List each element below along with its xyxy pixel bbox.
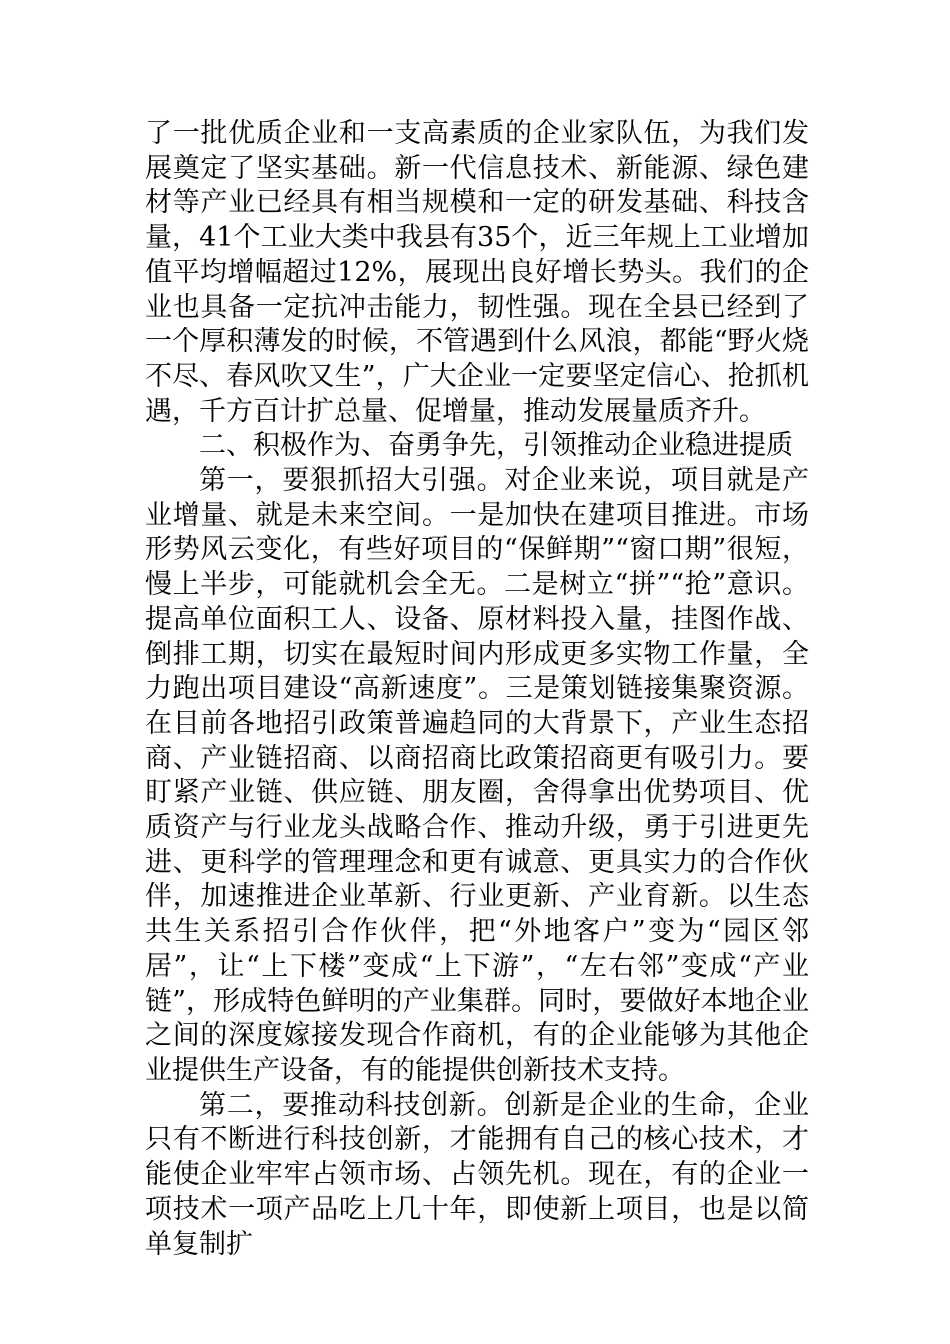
paragraph-innovation: 第二，要推动科技创新。创新是企业的生命，企业只有不断进行科技创新，才能拥有自己的核心技术，才能使企业牢牢占领市场、占领先机。现在，有的企业一项技术一项产品吃上几十年，即使新上项目，也是以简单复制扩 (145, 1089, 809, 1260)
paragraph-investment: 第一，要狠抓招大引强。对企业来说，项目就是产业增量、就是未来空间。一是加快在建项目推进。市场形势风云变化，有些好项目的“保鲜期”“窗口期”很短，慢上半步，可能就机会全无。二是树立“拼”“抢”意识。提高单位面积工人、设备、原材料投入量，挂图作战、倒排工期，切实在最短时间内形成更多实物工作量，全力跑出项目建设“高新速度”。三是策划链接集聚资源。在目前各地招引政策普遍趋同的大背景下，产业生态招商、产业链招商、以商招商比政策招商更有吸引力。要盯紧产业链、供应链、朋友圈，舍得拿出优势项目、优质资产与行业龙头战略合作、推动升级，勇于引进更先进、更科学的管理理念和更有诚意、更具实力的合作伙伴，加速推进企业革新、行业更新、产业育新。以生态共生关系招引合作伙伴，把“外地客户”变为“园区邻居”，让“上下楼”变成“上下游”，“左右邻”变成“产业链”，形成特色鲜明的产业集群。同时，要做好本地企业之间的深度嫁接发现合作商机，有的企业能够为其他企业提供生产设备，有的能提供创新技术支持。 (145, 465, 809, 1086)
section-heading: 二、积极作为、奋勇争先，引领推动企业稳进提质 (199, 430, 793, 462)
paragraph-intro: 了一批优质企业和一支高素质的企业家队伍，为我们发展奠定了坚实基础。新一代信息技术、新能源、绿色建材等产业已经具有相当规模和一定的研发基础、科技含量，41个工业大类中我县有35个，近三年规上工业增加值平均增幅超过12%，展现出良好增长势头。我们的企业也具备一定抗冲击能力，韧性强。现在全县已经到了一个厚积薄发的时候，不管遇到什么风浪，都能“野火烧不尽、春风吹又生”，广大企业一定要坚定信心、抢抓机遇，千方百计扩总量、促增量，推动发展量质齐升。 (145, 118, 809, 427)
document-body (145, 117, 809, 1262)
